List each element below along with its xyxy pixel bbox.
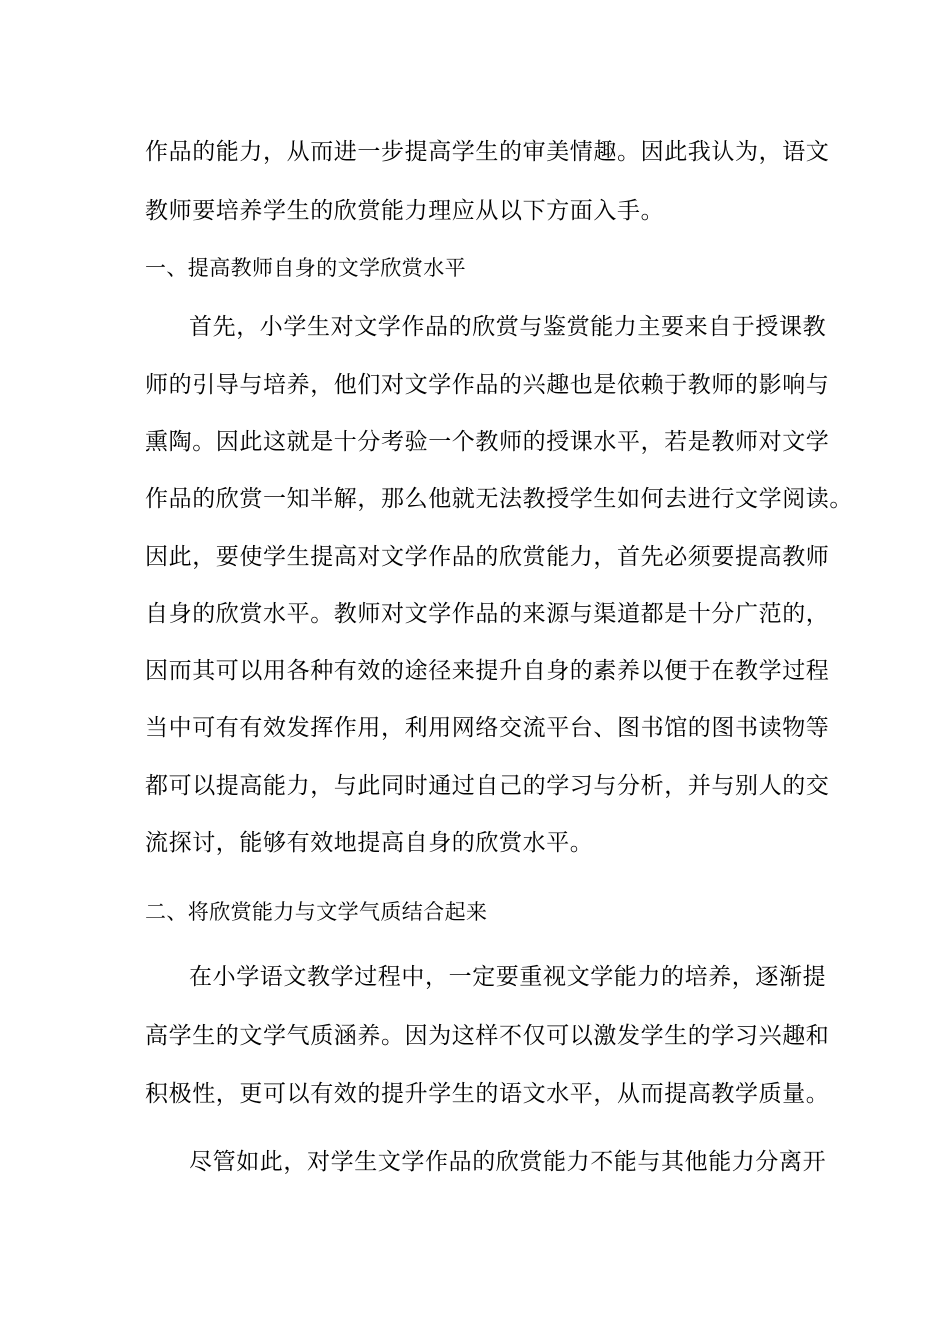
text-line: 自身的欣赏水平。教师对文学作品的来源与渠道都是十分广范的，	[145, 601, 830, 627]
text-line: 都可以提高能力，与此同时通过自己的学习与分析，并与别人的交	[145, 773, 830, 799]
text-line: 作品的能力，从而进一步提高学生的审美情趣。因此我认为，语文	[145, 139, 830, 165]
paragraph-first-line: 尽管如此，对学生文学作品的欣赏能力不能与其他能力分离开	[189, 1149, 827, 1175]
text-line: 因而其可以用各种有效的途径来提升自身的素养以便于在教学过程	[145, 658, 830, 684]
text-line: 教师要培养学生的欣赏能力理应从以下方面入手。	[145, 198, 665, 224]
text-line: 熏陶。因此这就是十分考验一个教师的授课水平，若是教师对文学	[145, 429, 830, 455]
text-line: 流探讨，能够有效地提高自身的欣赏水平。	[145, 830, 594, 856]
text-line: 高学生的文学气质涵养。因为这样不仅可以激发学生的学习兴趣和	[145, 1023, 830, 1049]
text-line: 积极性，更可以有效的提升学生的语文水平，从而提高教学质量。	[145, 1081, 830, 1107]
paragraph-first-line: 在小学语文教学过程中，一定要重视文学能力的培养，逐渐提	[189, 964, 827, 990]
paragraph-first-line: 首先，小学生对文学作品的欣赏与鉴赏能力主要来自于授课教	[189, 314, 827, 340]
text-line: 师的引导与培养，他们对文学作品的兴趣也是依赖于教师的影响与	[145, 372, 830, 398]
text-line: 当中可有有效发挥作用，利用网络交流平台、图书馆的图书读物等	[145, 715, 830, 741]
text-line: 因此，要使学生提高对文学作品的欣赏能力，首先必须要提高教师	[145, 544, 830, 570]
section-heading: 二、将欣赏能力与文学气质结合起来	[145, 900, 488, 924]
section-heading: 一、提高教师自身的文学欣赏水平	[145, 256, 466, 280]
text-line: 作品的欣赏一知半解，那么他就无法教授学生如何去进行文学阅读。	[145, 486, 853, 512]
